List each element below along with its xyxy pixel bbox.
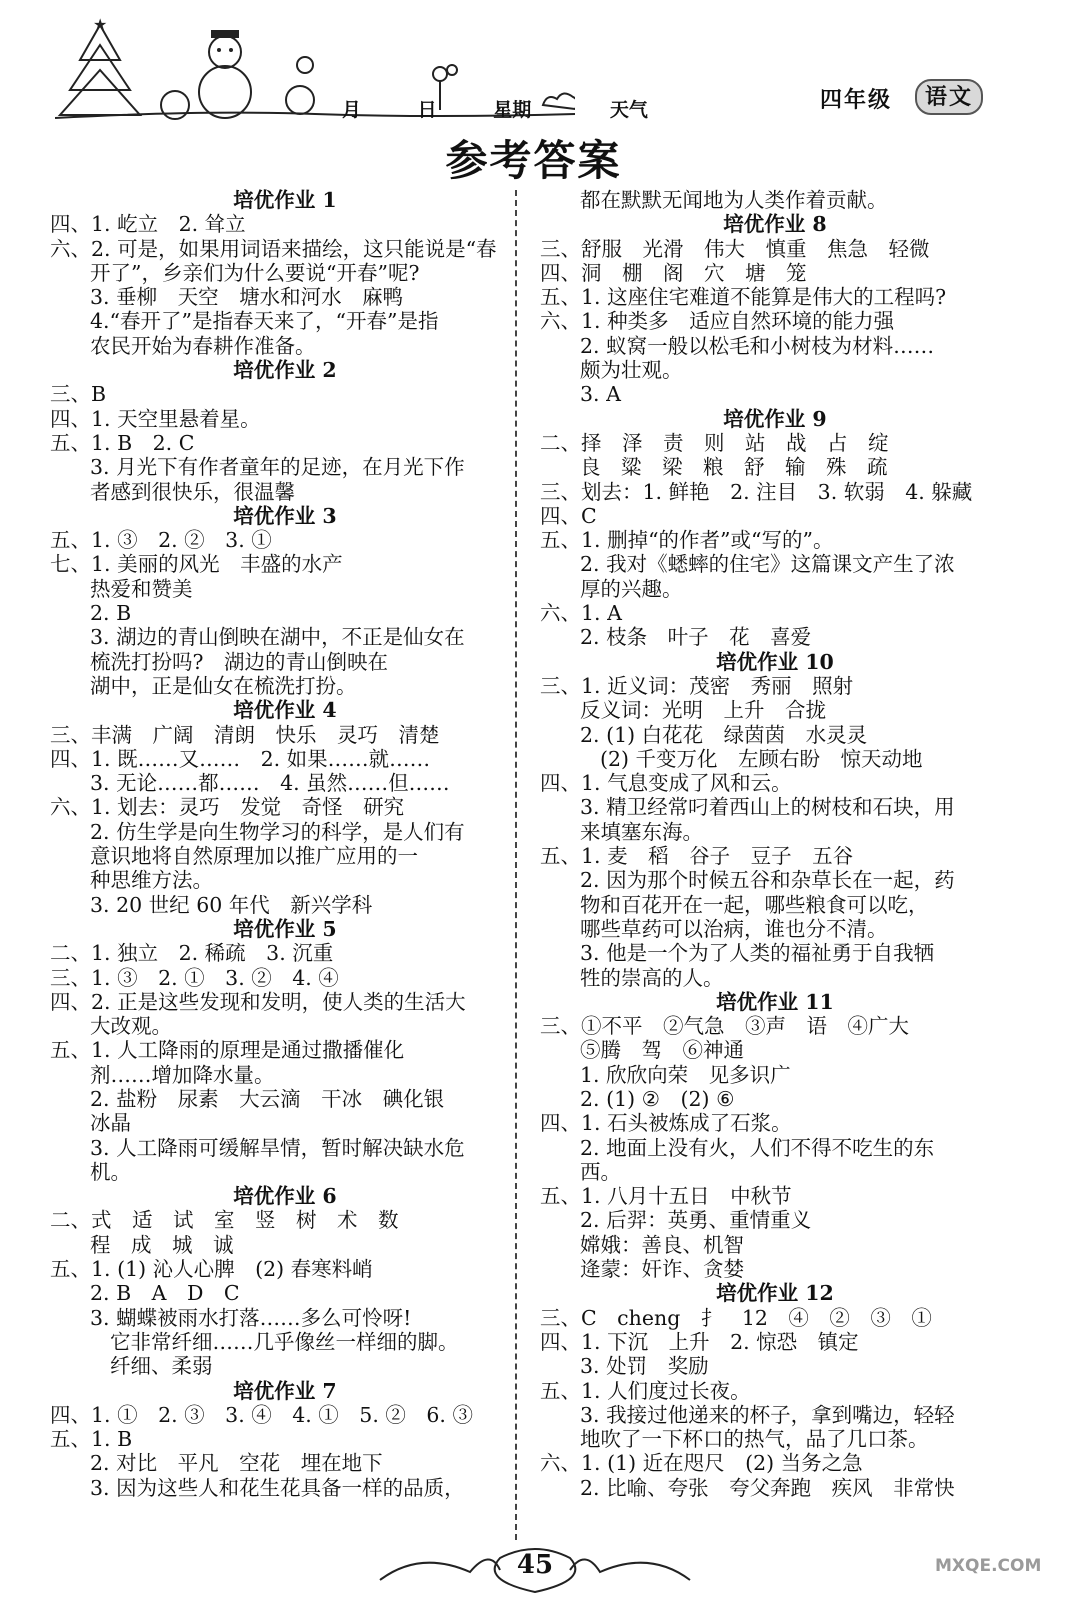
section-heading: 培优作业 11 <box>716 989 834 1014</box>
subject-badge: 语文 <box>915 79 983 115</box>
answer-line: 2. 比喻、夸张 夸父奔跑 疾风 非常快 <box>580 1475 955 1500</box>
answer-line: 湖中，正是仙女在梳洗打扮。 <box>90 673 357 698</box>
answer-line: 二、择 泽 责 则 站 战 占 绽 <box>540 430 889 455</box>
answer-line: 六、1. A <box>540 601 622 626</box>
answer-line: 四、1. ① 2. ③ 3. ④ 4. ① 5. ② 6. ③ <box>50 1402 473 1427</box>
watermark: MXQE.COM <box>935 1556 1042 1576</box>
page-number: 45 <box>516 1550 554 1580</box>
answer-line: 三、1. ③ 2. ① 3. ② 4. ④ <box>50 965 339 990</box>
answer-line: 地吹了一下杯口的热气，品了几口茶。 <box>580 1427 929 1452</box>
answer-line: 五、1. (1) 沁人心脾 (2) 春寒料峭 <box>50 1257 373 1282</box>
answer-line: 纤细、柔弱 <box>110 1354 213 1379</box>
month-label: 月 <box>342 99 362 121</box>
answer-line: 反义词：光明 上升 合拢 <box>580 698 826 723</box>
answer-line: 农民开始为春耕作准备。 <box>90 333 316 358</box>
answer-line: 2. 后羿：英勇、重情重义 <box>580 1208 812 1233</box>
section-heading: 培优作业 7 <box>233 1378 337 1403</box>
answer-line: 3. 因为这些人和花生花具备一样的品质， <box>90 1475 465 1500</box>
answer-line: 2. 蚁窝一般以松毛和小树枝为材料…… <box>580 333 935 358</box>
answer-line: 西。 <box>580 1159 621 1184</box>
page-footer <box>0 1540 1067 1600</box>
answer-line: (2) 千变万化 左顾右盼 惊天动地 <box>600 746 923 771</box>
answer-line: 三、1. 近义词：茂密 秀丽 照射 <box>540 673 854 698</box>
answer-line: 四、1. 既……又…… 2. 如果……就…… <box>50 746 431 771</box>
answer-line: 五、1. 删掉“的作者”或“写的”。 <box>540 528 834 553</box>
answer-line: 2. 因为那个时候五谷和杂草长在一起，药 <box>580 868 955 893</box>
answer-line: 3. 垂柳 天空 塘水和河水 麻鸭 <box>90 285 404 310</box>
answer-line: 三、划去：1. 鲜艳 2. 注目 3. 软弱 4. 躲藏 <box>540 479 973 504</box>
answer-line: 3. 我接过他递来的杯子，拿到嘴边，轻轻 <box>580 1402 955 1427</box>
answer-line: 它非常纤细……几乎像丝一样细的脚。 <box>110 1329 459 1354</box>
answer-line: 厚的兴趣。 <box>580 576 683 601</box>
column-divider <box>515 190 517 1540</box>
answer-line: 热爱和赞美 <box>90 576 193 601</box>
answer-line: 四、2. 正是这些发现和发明，使人类的生活大 <box>50 989 466 1014</box>
answer-line: 者感到很快乐，很温馨 <box>90 479 295 504</box>
answer-line: 1. 欣欣向荣 见多识广 <box>580 1062 791 1087</box>
answer-line: 颇为壮观。 <box>580 358 683 383</box>
answer-line: 来填塞东海。 <box>580 819 703 844</box>
answer-line: 3. 20 世纪 60 年代 新兴学科 <box>90 892 373 917</box>
answer-line: 都在默默无闻地为人类作着贡献。 <box>580 188 888 212</box>
answer-line: 三、B <box>50 382 107 407</box>
answer-line: 意识地将自然原理加以推广应用的一 <box>90 844 418 869</box>
answer-line: 五、1. 八月十五日 中秋节 <box>540 1184 792 1209</box>
answer-line: 3. 蝴蝶被雨水打落……多么可怜呀! <box>90 1305 412 1330</box>
answer-line: 良 粱 梁 粮 舒 输 殊 疏 <box>580 455 888 480</box>
answer-line: 3. A <box>580 382 621 407</box>
date-weather-line <box>342 95 662 122</box>
answer-line: 3. 他是一个为了人类的福祉勇于自我牺 <box>580 941 935 966</box>
answer-line: 2. 仿生学是向生物学习的科学，是人们有 <box>90 819 465 844</box>
answer-line: 3. 月光下有作者童年的足迹，在月光下作 <box>90 455 465 480</box>
section-heading: 培优作业 10 <box>716 649 834 674</box>
answer-line: 四、1. 屹立 2. 耸立 <box>50 212 246 237</box>
section-heading: 培优作业 12 <box>716 1281 834 1306</box>
weather-label: 天气 <box>609 99 648 121</box>
answer-line: 逄蒙：奸诈、贪婪 <box>580 1257 744 1282</box>
answer-line: 五、1. 人们度过长夜。 <box>540 1378 751 1403</box>
answer-line: 六、1. 种类多 适应自然环境的能力强 <box>540 309 895 334</box>
section-heading: 培优作业 4 <box>233 698 337 723</box>
answer-line: 3. 湖边的青山倒映在湖中，不正是仙女在 <box>90 625 465 650</box>
answer-line: 机。 <box>90 1159 131 1184</box>
answer-line: 2. 枝条 叶子 花 喜爱 <box>580 625 812 650</box>
answer-line: 2. 地面上没有火，人们不得不吃生的东 <box>580 1135 935 1160</box>
answer-line: 四、1. 下沉 上升 2. 惊恐 镇定 <box>540 1329 859 1354</box>
answer-line: 4.“春开了”是指春天来了，“开春”是指 <box>90 309 439 334</box>
section-heading: 培优作业 8 <box>723 212 827 237</box>
answer-line: 三、丰满 广阔 清朗 快乐 灵巧 清楚 <box>50 722 440 747</box>
answer-line: 2. B A D C <box>90 1281 240 1306</box>
answer-line: 哪些草药可以治病，谁也分不清。 <box>580 916 888 941</box>
answer-line: 2. 盐粉 尿素 大云滴 干冰 碘化银 <box>90 1086 445 1111</box>
section-heading: 培优作业 3 <box>233 503 337 528</box>
answer-line: 五、1. 麦 稻 谷子 豆子 五谷 <box>540 844 854 869</box>
answer-line: 2. (1) ② (2) ⑥ <box>580 1086 735 1111</box>
answer-line: 四、洞 棚 阁 穴 塘 笼 <box>540 260 807 285</box>
answers-right-column <box>540 188 1010 1500</box>
answer-line: 2. B <box>90 601 132 626</box>
section-heading: 培优作业 9 <box>723 406 827 431</box>
section-heading: 培优作业 6 <box>233 1184 337 1209</box>
answer-line: 三、①不平 ②气急 ③声 语 ④广大 <box>540 1014 909 1039</box>
answer-line: 四、1. 天空里悬着星。 <box>50 406 261 431</box>
answer-line: 梳洗打扮吗? 湖边的青山倒映在 <box>90 649 388 674</box>
section-heading: 培优作业 5 <box>233 916 337 941</box>
answer-line: 五、1. B 2. C <box>50 430 195 455</box>
svg-text:★: ★ <box>93 15 108 34</box>
answer-line: 二、1. 独立 2. 稀疏 3. 沉重 <box>50 941 334 966</box>
page-title: 参考答案 <box>445 136 622 185</box>
answer-line: 五、1. 人工降雨的原理是通过撒播催化 <box>50 1038 405 1063</box>
answer-line: 嫦娥：善良、机智 <box>580 1232 744 1257</box>
answer-line: ⑤腾 驾 ⑥神通 <box>580 1038 744 1063</box>
answer-line: 六、1. 划去：灵巧 发觉 奇怪 研究 <box>50 795 405 820</box>
answer-line: 3. 精卫经常叼着西山上的树枝和石块，用 <box>580 795 955 820</box>
answer-line: 三、C cheng 扌 12 ④ ② ③ ① <box>540 1305 932 1330</box>
answer-line: 大改观。 <box>90 1014 172 1039</box>
answer-line: 五、1. B <box>50 1427 133 1452</box>
page-header <box>0 0 1067 190</box>
answer-line: 种思维方法。 <box>90 868 213 893</box>
answer-line: 开了”，乡亲们为什么要说“开春”呢? <box>90 260 420 285</box>
answer-line: 程 成 城 诚 <box>90 1232 234 1257</box>
answer-line: 2. (1) 白花花 绿茵茵 水灵灵 <box>580 722 868 747</box>
answer-line: 七、1. 美丽的风光 丰盛的水产 <box>50 552 343 577</box>
section-heading: 培优作业 2 <box>233 358 337 383</box>
section-heading: 培优作业 1 <box>233 188 337 212</box>
answers-left-column <box>50 188 520 1500</box>
answer-line: 牲的崇高的人。 <box>580 965 724 990</box>
answer-line: 六、2. 可是，如果用词语来描绘，这只能说是“春 <box>50 236 497 261</box>
weekday-label: 星期 <box>493 99 532 121</box>
answer-line: 3. 无论……都…… 4. 虽然……但…… <box>90 771 450 796</box>
answer-line: 2. 对比 平凡 空花 埋在地下 <box>90 1451 383 1476</box>
day-label: 日 <box>417 99 437 121</box>
grade-label: 四年级 <box>820 87 893 113</box>
answer-line: 五、1. ③ 2. ② 3. ① <box>50 528 272 553</box>
answer-line: 物和百花开在一起，哪些粮食可以吃， <box>580 892 929 917</box>
answer-line: 四、C <box>540 503 597 528</box>
answer-line: 冰晶 <box>90 1111 131 1136</box>
answer-line: 3. 处罚 奖励 <box>580 1354 709 1379</box>
answer-line: 三、舒服 光滑 伟大 慎重 焦急 轻微 <box>540 236 930 261</box>
answer-line: 四、1. 石头被炼成了石浆。 <box>540 1111 792 1136</box>
answer-line: 五、1. 这座住宅难道不能算是伟大的工程吗? <box>540 285 947 310</box>
answer-line: 四、1. 气息变成了风和云。 <box>540 771 792 796</box>
answer-line: 二、式 适 试 室 竖 树 术 数 <box>50 1208 399 1233</box>
answer-line: 3. 人工降雨可缓解旱情，暂时解决缺水危 <box>90 1135 465 1160</box>
answer-line: 剂……增加降水量。 <box>90 1062 275 1087</box>
answer-line: 六、1. (1) 近在咫尺 (2) 当务之急 <box>540 1451 863 1476</box>
answer-line: 2. 我对《蟋蟀的住宅》这篇课文产生了浓 <box>580 552 955 577</box>
